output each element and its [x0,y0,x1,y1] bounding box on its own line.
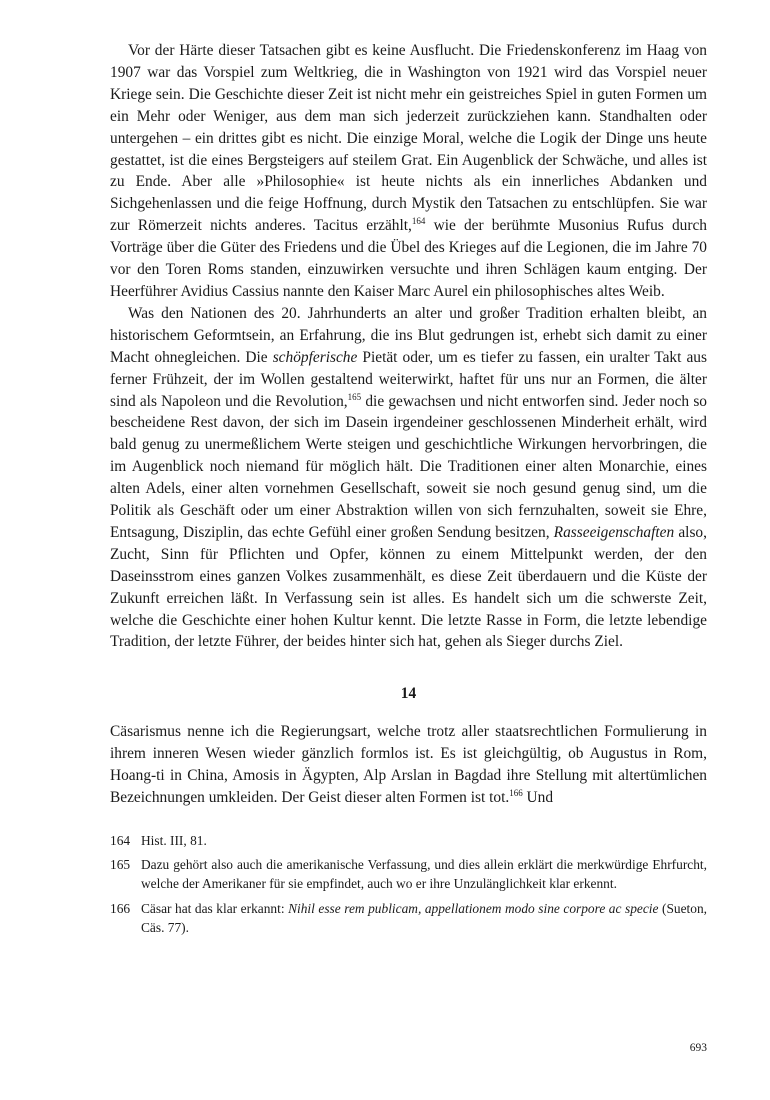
footnote [110,855,707,893]
footnote-number: 166 [110,900,131,916]
footnote-number: 165 [110,857,131,873]
emphasis: schöpferische [272,348,358,366]
footnote-text: Cäsar hat das klar erkannt: Nihil esse rem publicam, appellationem modo sine corpore ac specie (Sueton, Cäs. 77). [141,900,707,935]
emphasis: Rasseeigenschaften [553,523,675,541]
page-number: 693 [689,1042,707,1054]
section-number: 14 [400,685,417,703]
footnote-text: Dazu gehört also auch die amerikanische Verfassung, und dies allein erklärt die merkwürdige Ehrfurcht, welche der Amerikaner für sie empfindet, auch wo er ihre Unzulänglichkeit klar erkennt. [141,857,707,892]
footnotes [110,831,707,937]
paragraph: Cäsarismus nenne ich die Regierungsart, welche trotz aller staatsrechtlichen Formulierung in ihrem inneren Wesen wieder gänzlich formlos ist. Es ist gleichgültig, ob Augustus in Rom, Hoang-ti in China, Amosis in Ägypten, Alp Arslan in Bagdad ihre Stellung mit altertümlichen Bezeichnungen umkleiden. Der Geist dieser alten Formen ist tot.$^{166}$ Und [110,723,707,807]
footnote-reference[interactable]: 166 [509,788,523,799]
paragraph: Was den Nationen des 20. Jahrhunderts an alter und großer Tradition erhalten bleibt, an historischem Geformtsein, an Erfahrung, die ins Blut gedrungen ist, erhebt sich damit zu einer Macht ohnegleichen. Die schöpferische Pietät oder, um es tiefer zu fassen, ein uralter Takt aus ferner Frühzeit, der im Wollen gestaltend weiterwirkt, haftet für uns nur an Formen, die älter sind als Napoleon und die Revolution,$^{165}$ die gewachsen und nicht entworfen sind. Jeder noch so bescheidene Rest davon, der sich im Dasein irgendeiner geschlossenen Minderheit erhält, wird bald genug zu unermeßlichem Werte steigen und geschichtliche Wirkungen hervorbringen, die im Augenblick noch niemand für möglich hält. Die Traditionen einer alten Monarchie, eines alten Adels, einer alten vornehmen Gesellschaft, soweit sie noch gesund genug sind, um die Politik als Geschäft oder um einer Abstraktion willen von sich fernzuhalten, soweit sie Ehre, Entsagung, Disziplin, das echte Gefühl einer großen Sendung besitzen, Rasseeigenschaften also, Zucht, Sinn für Pflichten und Opfer, können zu einem Mittelpunkt werden, der den Daseinsstrom eines ganzen Volkes zusammenhält, es diese Zeit überdauern und die Küste der Zukunft erreichen läßt. In Verfassung sein ist alles. Es handelt sich um die schwerste Zeit, welche die Geschichte einer hohen Kultur kennt. Die letzte Rasse in Form, die letzte lebendige Tradition, der letzte Führer, der beides hinter sich hat, gehen als Sieger durchs Ziel. [110,304,707,651]
latin-quote: Nihil esse rem publicam, appellationem modo sine corpore ac specie [288,900,659,916]
footnote [110,831,707,850]
footnote-reference[interactable]: 165 [347,391,362,402]
footnote [110,899,707,937]
footnote-reference[interactable]: 164 [411,216,426,227]
footnote-text: Hist. III, 81. [141,833,207,848]
page [110,40,707,942]
paragraph: Vor der Härte dieser Tatsachen gibt es keine Ausflucht. Die Friedenskonferenz im Haag von 1907 war das Vorspiel zum Weltkrieg, die in Washington von 1921 wird das Vorspiel neuer Kriege sein. Die Geschichte dieser Zeit ist nicht mehr ein geistreiches Spiel in guten Formen um ein Mehr oder Weniger, aus dem man sich jederzeit zurückziehen kann. Standhalten oder untergehen – ein drittes gibt es nicht. Die einzige Moral, welche die Logik der Dinge uns heute gestattet, ist die eines Bergsteigers auf steilem Grat. Ein Augenblick der Schwäche, und alles ist zu Ende. Aber alle »Philosophie« ist heute nichts als ein innerliches Abdanken und Sichgehenlassen und die feige Hoffnung, durch Mystik den Tatsachen zu entschlüpfen. Sie war zur Römerzeit nichts anderes. Tacitus erzählt,$^{164}$ wie der berühmte Musonius Rufus durch Vorträge über die Güter des Friedens und die Übel des Krieges auf die Legionen, die im Jahre 70 vor den Toren Roms standen, einzuwirken versuchte und ihren Schlägen kaum entging. Der Heerführer Avidius Cassius nannte den Kaiser Marc Aurel ein philosophisches altes Weib. [110,42,707,300]
footnote-number: 164 [110,833,131,848]
main-text [110,40,707,809]
